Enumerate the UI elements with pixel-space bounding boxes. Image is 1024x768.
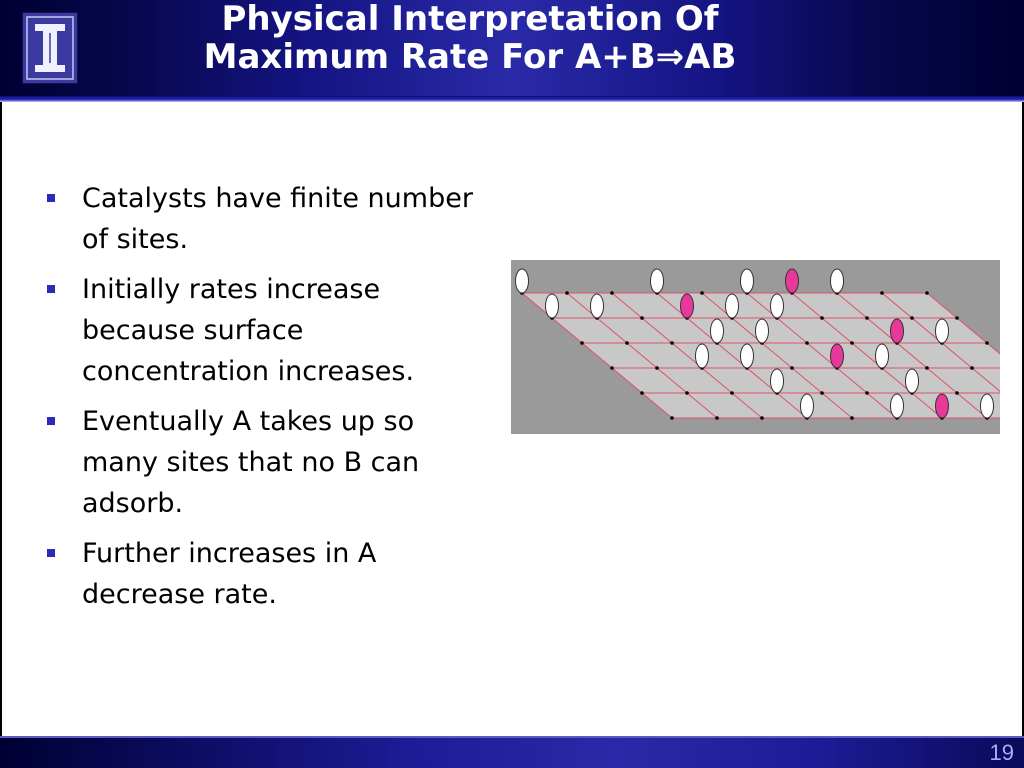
slide-number: 19 (989, 740, 1014, 765)
adsorption-site-dot (730, 391, 734, 395)
bullet-item (40, 533, 480, 615)
adsorbed-molecule-a (936, 319, 949, 343)
bullet-text: Eventually A takes up so many sites that no B can adsorb. (82, 406, 420, 519)
adsorbed-molecule-a (516, 269, 529, 293)
adsorbed-molecule-a (831, 269, 844, 293)
adsorption-site-dot (625, 341, 629, 345)
adsorption-site-dot (970, 366, 974, 370)
adsorbed-molecule-a (546, 294, 559, 318)
adsorption-site-dot (850, 416, 854, 420)
adsorption-site-dot (670, 416, 674, 420)
adsorption-site-dot (700, 291, 704, 295)
adsorbed-molecule-a (876, 344, 889, 368)
adsorption-site-dot (685, 391, 689, 395)
adsorption-site-dot (820, 316, 824, 320)
slide-title (100, 0, 840, 76)
adsorbed-molecule-a (771, 294, 784, 318)
title-bar (0, 0, 1024, 96)
adsorption-site-dot (715, 416, 719, 420)
slide-title-line-1: Physical Interpretation Of (221, 0, 719, 39)
adsorption-site-dot (610, 366, 614, 370)
adsorbed-molecule-a (741, 344, 754, 368)
adsorbed-molecule-b (681, 294, 694, 318)
adsorbed-molecule-b (831, 344, 844, 368)
adsorbed-molecule-b (786, 269, 799, 293)
adsorption-site-dot (655, 366, 659, 370)
adsorption-site-dot (850, 341, 854, 345)
adsorbed-molecule-a (801, 394, 814, 418)
adsorbed-molecule-a (906, 369, 919, 393)
bullet-text: Further increases in A decrease rate. (82, 538, 377, 610)
header-divider (0, 96, 1024, 102)
bullet-text: Initially rates increase because surface concentration increases. (82, 274, 415, 387)
adsorbed-molecule-a (891, 394, 904, 418)
bullet-item (40, 401, 480, 524)
adsorbed-molecule-a (771, 369, 784, 393)
footer-bar (0, 738, 1024, 768)
bullet-square-icon (47, 417, 55, 425)
adsorbed-molecule-a (741, 269, 754, 293)
adsorbed-molecule-b (891, 319, 904, 343)
adsorbed-molecule-a (756, 319, 769, 343)
catalyst-surface-lattice-diagram (511, 260, 1000, 434)
adsorption-site-dot (610, 291, 614, 295)
bullet-item (40, 269, 480, 392)
slide-title-line-2: Maximum Rate For A+B⇒AB (203, 37, 737, 77)
adsorption-site-dot (925, 366, 929, 370)
adsorption-site-dot (790, 366, 794, 370)
bullet-item (40, 178, 480, 260)
adsorbed-molecule-a (651, 269, 664, 293)
adsorbed-molecule-a (726, 294, 739, 318)
adsorption-site-dot (880, 291, 884, 295)
adsorption-site-dot (865, 316, 869, 320)
bullet-square-icon (47, 285, 55, 293)
bullet-square-icon (47, 194, 55, 202)
adsorbed-molecule-a (711, 319, 724, 343)
adsorption-site-dot (565, 291, 569, 295)
adsorption-site-dot (580, 341, 584, 345)
bullet-text: Catalysts have finite number of sites. (82, 183, 473, 255)
bullet-square-icon (47, 549, 55, 557)
adsorption-site-dot (640, 391, 644, 395)
adsorbed-molecule-a (591, 294, 604, 318)
adsorption-site-dot (820, 391, 824, 395)
adsorption-site-dot (865, 391, 869, 395)
bullet-list (40, 178, 480, 624)
adsorption-site-dot (670, 341, 674, 345)
adsorption-site-dot (910, 316, 914, 320)
slide-left-border (0, 102, 2, 738)
adsorption-site-dot (985, 341, 989, 345)
adsorption-site-dot (640, 316, 644, 320)
adsorbed-molecule-b (936, 394, 949, 418)
adsorption-site-dot (925, 291, 929, 295)
adsorption-site-dot (805, 341, 809, 345)
university-logo-icon (22, 12, 78, 84)
adsorbed-molecule-a (696, 344, 709, 368)
adsorption-site-dot (955, 316, 959, 320)
adsorbed-molecule-a (981, 394, 994, 418)
adsorption-site-dot (760, 416, 764, 420)
adsorption-site-dot (955, 391, 959, 395)
